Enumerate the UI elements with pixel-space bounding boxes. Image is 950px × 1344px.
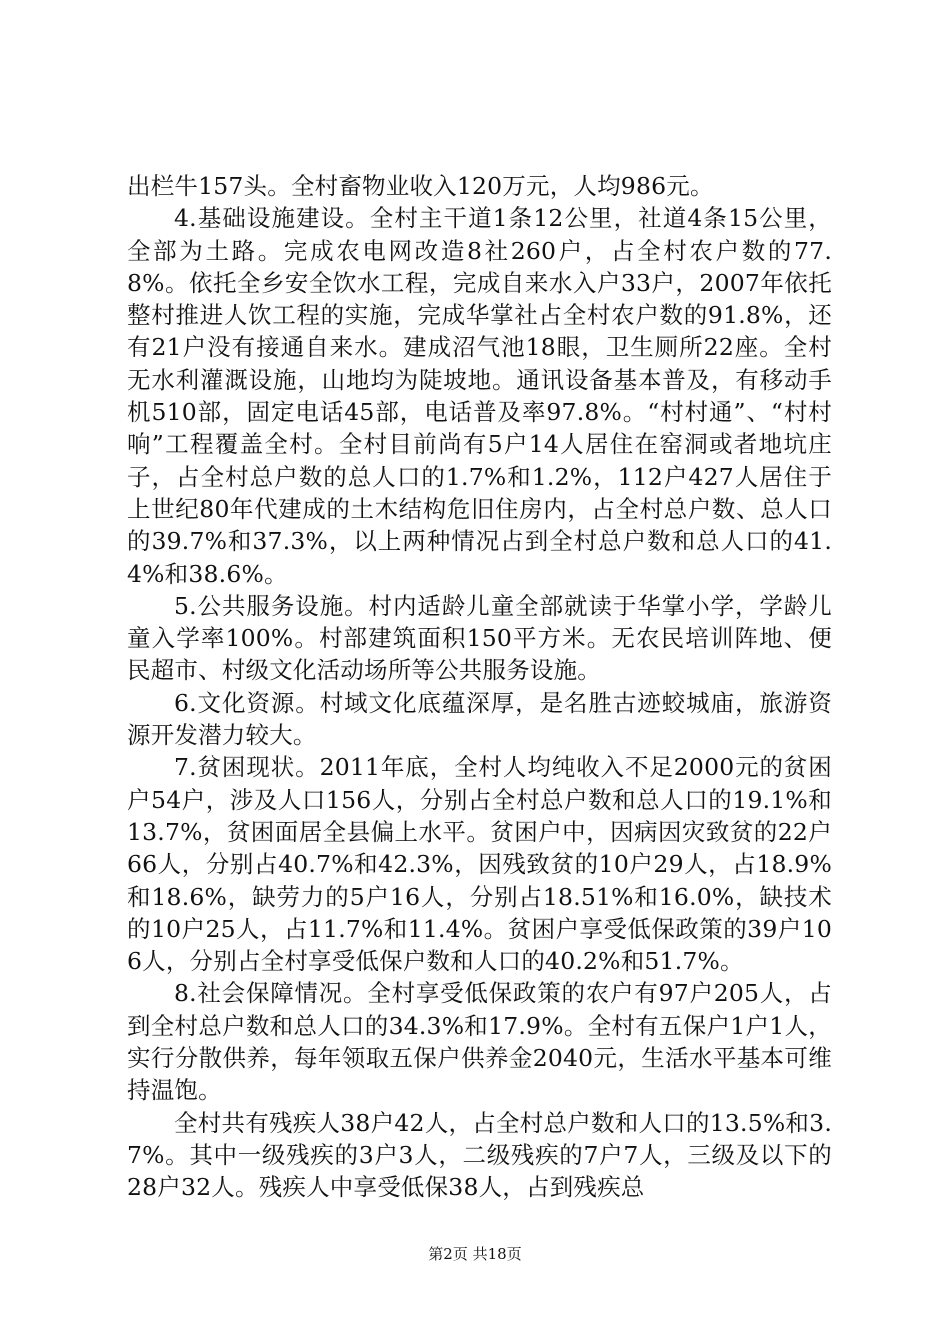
paragraph-public-services: 5.公共服务设施。村内适龄儿童全部就读于华掌小学，学龄儿童入学率100%。村部建筑面积150平方米。无农民培训阵地、便民超市、村级文化活动场所等公共服务设施。: [127, 591, 832, 685]
page-number-footer: 第2页 共18页: [428, 1245, 522, 1263]
paragraph-disabled-persons: 全村共有残疾人38户42人，占全村总户数和人口的13.5%和3.7%。其中一级残疾的3户3人，二级残疾的7户7人，三级及以下的28户32人。残疾人中享受低保38人，占到残疾总: [127, 1108, 832, 1202]
paragraph-livestock-continued: 出栏牛157头。全村畜物业收入120万元，人均986元。: [127, 172, 714, 200]
body-text: [127, 170, 832, 1204]
paragraph-poverty-status: 7.贫困现状。2011年底，全村人均纯收入不足2000元的贫困户54户，涉及人口156人，分别占全村总户数和总人口的19.1%和13.7%，贫困面居全县偏上水平。贫困户中，因病因灾致贫的22户66人，分别占40.7%和42.3%，因残致贫的10户29人，占18.9%和18.6%，缺劳力的5户16人，分别占18.51%和16.0%，缺技术的10户25人，占11.7%和11.4%。贫困户享受低保政策的39户106人，分别占全村享受低保户数和人口的40.2%和51.7%。: [127, 753, 832, 976]
paragraph-cultural-resources: 6.文化资源。村域文化底蕴深厚，是名胜古迹蛟城庙，旅游资源开发潜力较大。: [127, 688, 832, 750]
paragraph-infrastructure: 4.基础设施建设。全村主干道1条12公里，社道4条15公里，全部为土路。完成农电网改造8社260户，占全村农户数的77.8%。依托全乡安全饮水工程，完成自来水入户33户，2007年依托整村推进人饮工程的实施，完成华掌社占全村农户数的91.8%，还有21户没有接通自来水。建成沼气池18眼，卫生厕所22座。全村无水利灌溉设施，山地均为陡坡地。通讯设备基本普及，有移动手机510部，固定电话45部，电话普及率97.8%。“村村通”、“村村响”工程覆盖全村。全村目前尚有5户14人居住在窑洞或者地坑庄子，占全村总户数的总人口的1.7%和1.2%，112户427人居住于上世纪80年代建成的土木结构危旧住房内，占全村总户数、总人口的39.7%和37.3%，以上两种情况占到全村总户数和总人口的41.4%和38.6%。: [127, 204, 832, 588]
paragraph-social-security: 8.社会保障情况。全村享受低保政策的农户有97户205人，占到全村总户数和总人口的34.3%和17.9%。全村有五保户1户1人，实行分散供养，每年领取五保户供养金2040元，生活水平基本可维持温饱。: [127, 979, 832, 1105]
